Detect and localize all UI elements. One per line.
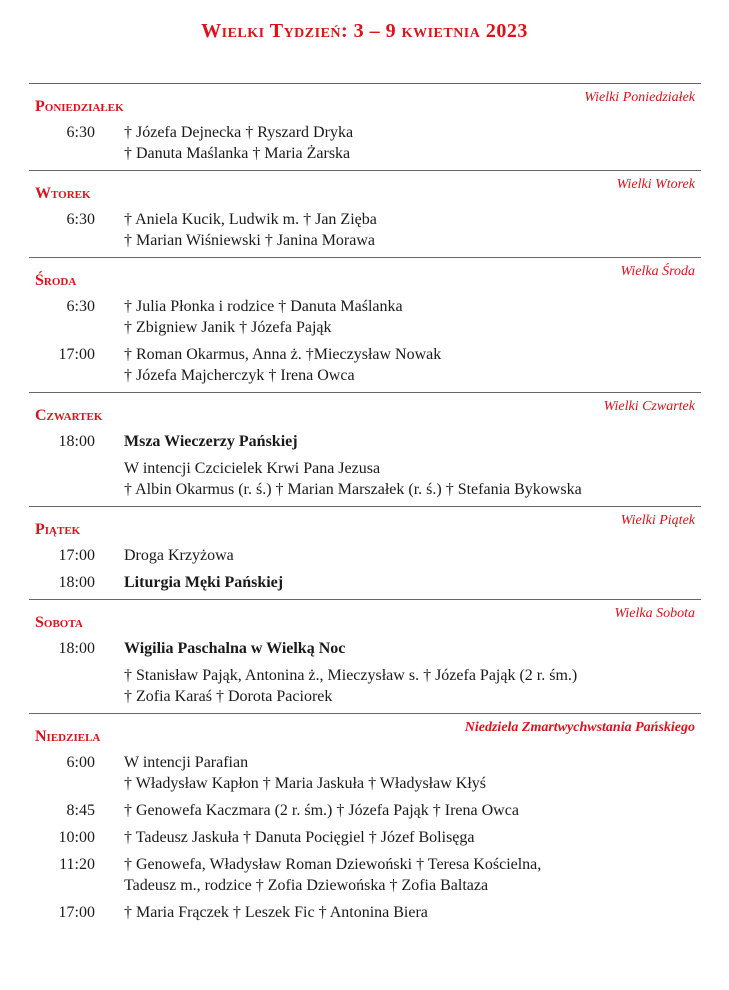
intention-line: W intencji Parafian xyxy=(124,754,249,771)
intentions xyxy=(124,572,701,593)
mass-time: 17:00 xyxy=(58,904,95,921)
intention-line: † Aniela Kucik, Ludwik m. † Jan Zięba xyxy=(124,211,377,228)
mass-entry xyxy=(29,638,701,707)
intentions xyxy=(124,902,701,923)
feast-name: Wielki Wtorek xyxy=(616,177,695,192)
intention-line: † Roman Okarmus, Anna ż. †Mieczysław Nowak xyxy=(124,346,442,363)
intention-line: † Władysław Kapłon † Maria Jaskuła † Władysław Kłyś xyxy=(124,775,487,792)
mass-entry xyxy=(29,122,701,164)
day-name: Środa xyxy=(35,272,77,289)
intention-line: † Józefa Majcherczyk † Irena Owca xyxy=(124,367,355,384)
mass-entry xyxy=(29,431,701,500)
mass-entry xyxy=(29,854,701,896)
day-section xyxy=(29,599,701,713)
mass-entry xyxy=(29,752,701,794)
schedule xyxy=(29,83,701,929)
liturgy-heading: Wigilia Paschalna w Wielką Noc xyxy=(124,640,346,657)
mass-time: 6:30 xyxy=(66,211,95,228)
mass-entry xyxy=(29,572,701,593)
intention-line: Droga Krzyżowa xyxy=(124,547,234,564)
mass-entry xyxy=(29,800,701,821)
intentions xyxy=(124,545,701,566)
mass-time: 17:00 xyxy=(58,547,95,564)
intention-line: † Albin Okarmus (r. ś.) † Marian Marszałek (r. ś.) † Stefania Bykowska xyxy=(124,481,582,498)
intentions xyxy=(124,827,701,848)
intention-line: † Tadeusz Jaskuła † Danuta Pocięgiel † Józef Bolisęga xyxy=(124,829,475,846)
feast-name: Wielki Poniedziałek xyxy=(584,90,695,105)
mass-time: 18:00 xyxy=(58,640,95,657)
day-name: Czwartek xyxy=(35,407,103,424)
day-section xyxy=(29,83,701,170)
intention-line: † Józefa Dejnecka † Ryszard Dryka xyxy=(124,124,354,141)
feast-name: Wielka Środa xyxy=(620,264,695,279)
intention-line: † Danuta Maślanka † Maria Żarska xyxy=(124,145,351,162)
intentions xyxy=(124,854,701,896)
intention-line: † Julia Płonka i rodzice † Danuta Maślanka xyxy=(124,298,403,315)
intentions xyxy=(124,800,701,821)
intention-line: † Genowefa Kaczmara (2 r. śm.) † Józefa Pająk † Irena Owca xyxy=(124,802,519,819)
mass-time: 17:00 xyxy=(58,346,95,363)
day-section xyxy=(29,170,701,257)
day-section xyxy=(29,392,701,506)
intention-line: † Maria Frączek † Leszek Fic † Antonina Biera xyxy=(124,904,428,921)
intentions xyxy=(124,752,701,794)
day-name: Sobota xyxy=(35,614,83,631)
mass-time: 18:00 xyxy=(58,574,95,591)
mass-time: 10:00 xyxy=(58,829,95,846)
mass-time: 8:45 xyxy=(66,802,95,819)
mass-time: 6:00 xyxy=(66,754,95,771)
intention-line: † Genowefa, Władysław Roman Dziewoński † Teresa Kościelna, xyxy=(124,856,542,873)
intentions xyxy=(124,638,701,707)
mass-time: 6:30 xyxy=(66,124,95,141)
intention-line: † Zofia Karaś † Dorota Paciorek xyxy=(124,688,333,705)
intention-line: W intencji Czcicielek Krwi Pana Jezusa xyxy=(124,460,381,477)
intentions xyxy=(124,431,701,500)
intention-line: Tadeusz m., rodzice † Zofia Dziewońska † Zofia Baltaza xyxy=(124,877,489,894)
mass-entry xyxy=(29,344,701,386)
mass-time: 11:20 xyxy=(59,856,95,873)
mass-entry xyxy=(29,545,701,566)
mass-entry xyxy=(29,209,701,251)
feast-name: Niedziela Zmartwychwstania Pańskiego xyxy=(464,720,695,735)
mass-time: 18:00 xyxy=(58,433,95,450)
mass-entry xyxy=(29,296,701,338)
day-name: Piątek xyxy=(35,521,81,538)
intentions xyxy=(124,209,701,251)
intentions xyxy=(124,344,701,386)
day-section xyxy=(29,257,701,392)
intention-line: † Stanisław Pająk, Antonina ż., Mieczysław s. † Józefa Pająk (2 r. śm.) xyxy=(124,667,578,684)
day-name: Niedziela xyxy=(35,728,101,745)
feast-name: Wielki Piątek xyxy=(620,513,695,528)
intention-line: † Zbigniew Janik † Józefa Pająk xyxy=(124,319,332,336)
mass-entry xyxy=(29,827,701,848)
feast-name: Wielka Sobota xyxy=(614,606,695,621)
feast-name: Wielki Czwartek xyxy=(603,399,695,414)
intentions xyxy=(124,122,701,164)
page-title: Wielki Tydzień: 3 – 9 kwietnia 2023 xyxy=(201,20,528,42)
day-section xyxy=(29,506,701,599)
liturgy-heading: Msza Wieczerzy Pańskiej xyxy=(124,433,298,450)
mass-entry xyxy=(29,902,701,923)
day-name: Poniedziałek xyxy=(35,98,124,115)
intention-line: † Marian Wiśniewski † Janina Morawa xyxy=(124,232,376,249)
mass-time: 6:30 xyxy=(66,298,95,315)
liturgy-heading: Liturgia Męki Pańskiej xyxy=(124,574,284,591)
intentions xyxy=(124,296,701,338)
day-name: Wtorek xyxy=(35,185,91,202)
day-section xyxy=(29,713,701,929)
